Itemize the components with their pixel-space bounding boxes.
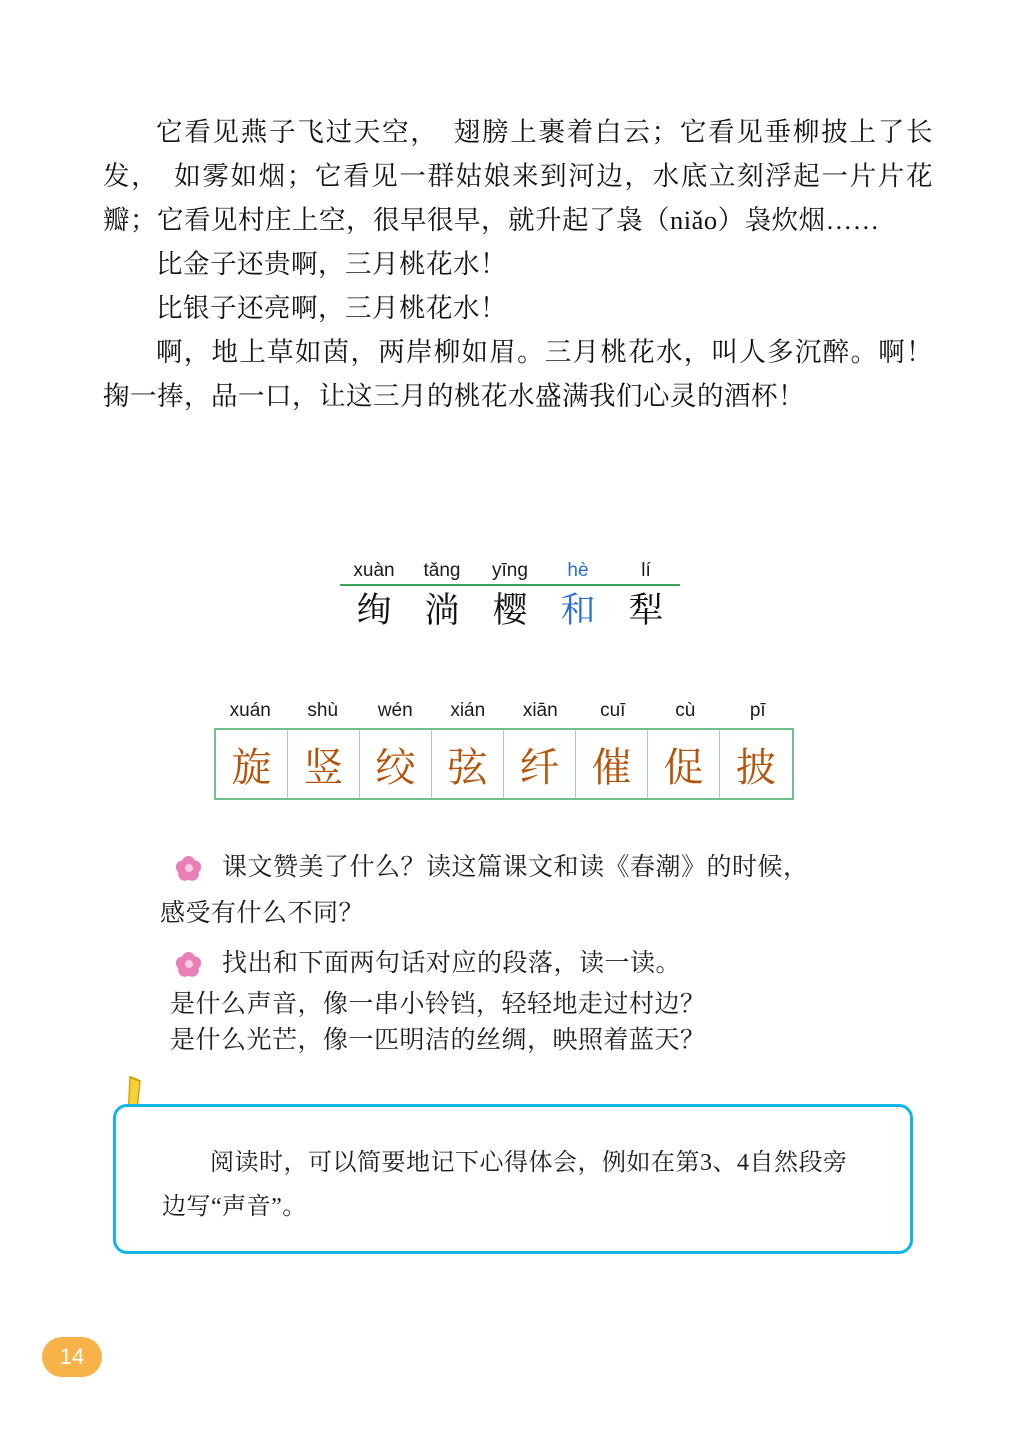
character-list-write (214, 700, 794, 800)
pinyin-text: lí (641, 560, 651, 581)
pinyin-cell (476, 560, 544, 584)
character-grid-cell: 促 (648, 730, 720, 798)
pinyin-cell (544, 560, 612, 584)
character-grid-cell: 绞 (360, 730, 432, 798)
pinyin-text: cuī (600, 700, 626, 721)
question-subline: 是什么声音，像一串小铃铛，轻轻地走过村边？ (170, 991, 706, 1018)
pinyin-text: tǎng (423, 560, 461, 581)
pinyin-cell (340, 560, 408, 584)
character-grid-cell: 纤 (504, 730, 576, 798)
character-grid-cell: 披 (736, 744, 776, 790)
character-cell (408, 588, 476, 634)
character-cell (476, 588, 544, 634)
character-grid-cell: 旋 (216, 730, 288, 798)
question-item (160, 845, 920, 937)
pinyin-text: cù (675, 700, 696, 721)
character-text: 樱 (492, 591, 528, 630)
pinyin-text: xiān (522, 700, 558, 721)
character-text: 淌 (424, 591, 460, 630)
character-grid (214, 728, 794, 800)
character-grid-cell: 催 (576, 730, 648, 798)
pinyin-text: yīng (492, 560, 528, 581)
flower-icon (176, 951, 202, 977)
character-grid-cell: 弦 (432, 730, 504, 798)
character-row (340, 588, 680, 634)
character-list-recognize (340, 560, 680, 634)
character-text: 绚 (356, 591, 392, 630)
lesson-body-text (103, 110, 933, 418)
question-subline: 是什么光芒，像一匹明洁的丝绸，映照着蓝天？ (170, 1027, 706, 1054)
pinyin-text: hè (567, 560, 589, 581)
lesson-paragraph: 啊，地上草如茵，两岸柳如眉。三月桃花水，叫人多沉醉。啊！掬一捧，品一口，让这三月的桃花水盛满我们心灵的酒杯！ (103, 337, 933, 411)
character-cell (612, 588, 680, 634)
pinyin-cell (612, 560, 680, 584)
pinyin-text: xuàn (353, 560, 395, 581)
tip-text: 阅读时，可以简要地记下心得体会，例如在第3、4自然段旁边写“声音”。 (162, 1150, 848, 1220)
lesson-paragraph: 它看见燕子飞过天空， 翅膀上裹着白云；它看见垂柳披上了长发， 如雾如烟；它看见一群姑娘来到河边，水底立刻浮起一片片花瓣；它看见村庄上空，很早很早，就升起了袅（niǎo）袅炊烟…… (103, 117, 933, 235)
question-text-cont: 感受有什么不同？ (160, 900, 365, 927)
question-item (160, 941, 920, 1059)
character-text: 犁 (628, 591, 664, 630)
pinyin-cell (408, 560, 476, 584)
green-divider (340, 584, 680, 586)
exercise-questions (160, 845, 920, 1063)
flower-icon (176, 855, 202, 881)
tip-box (113, 1104, 913, 1254)
pinyin-text: pī (749, 700, 766, 721)
character-cell (340, 588, 408, 634)
lesson-paragraph: 比金子还贵啊，三月桃花水！ (156, 249, 507, 279)
pinyin-text: shù (307, 700, 339, 721)
page-number: 14 (42, 1337, 102, 1377)
question-text: 找出和下面两句话对应的段落，读一读。 (222, 950, 682, 977)
character-grid-cell: 竖 (288, 730, 360, 798)
pinyin-text: wén (377, 700, 413, 721)
question-text: 课文赞美了什么？读这篇课文和读《春潮》的时候， (222, 854, 809, 881)
lesson-paragraph: 比银子还亮啊，三月桃花水！ (156, 293, 507, 323)
character-text: 和 (560, 591, 596, 630)
character-cell (544, 588, 612, 634)
pinyin-row (340, 560, 680, 584)
pinyin-row (214, 700, 794, 728)
pinyin-text: xuán (229, 700, 271, 721)
pinyin-text: xián (450, 700, 486, 721)
